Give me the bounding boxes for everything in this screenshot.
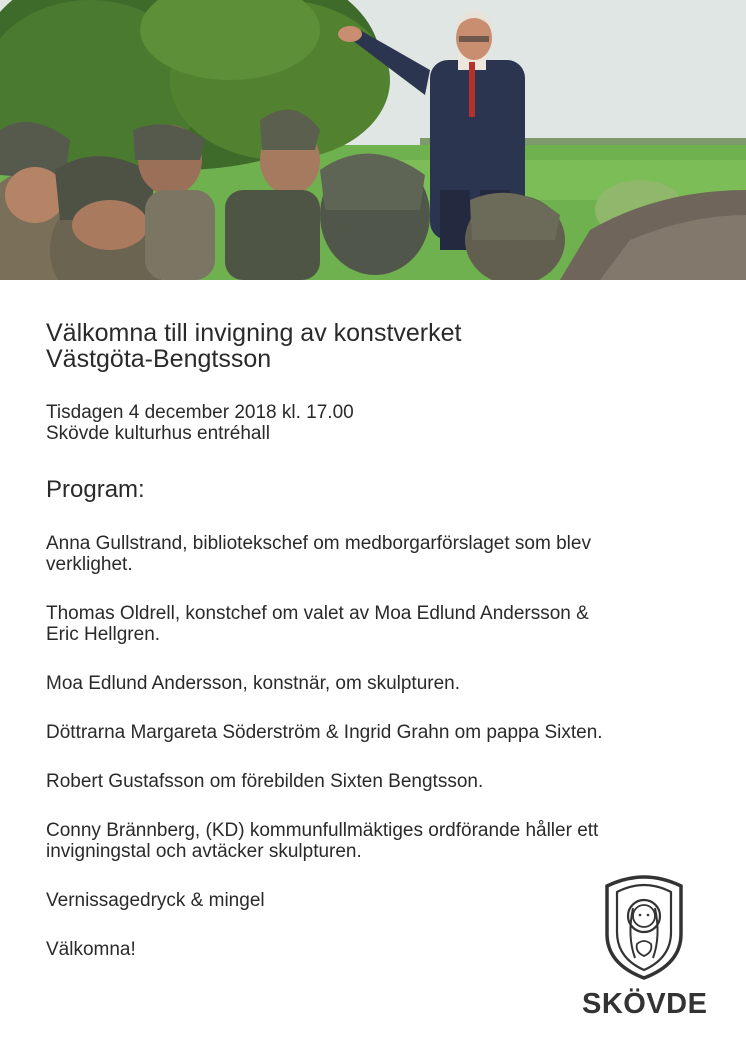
program-item-line: Döttrarna Margareta Söderström & Ingrid Grahn om pappa Sixten. [46,722,603,743]
program-item-line: Anna Gullstrand, bibliotekschef om medborgarförslaget som blev [46,533,591,554]
program-item-line: Robert Gustafsson om förebilden Sixten Bengtsson. [46,771,484,792]
program-item-line: Välkomna! [46,939,136,960]
hero-photo [0,0,746,280]
event-venue: Skövde kulturhus entréhall [46,423,270,444]
title-line-1: Välkomna till invigning av konstverket [46,319,462,347]
program-heading: Program: [46,476,145,503]
program-item-line: Moa Edlund Andersson, konstnär, om skulpturen. [46,673,461,694]
program-item [46,603,716,645]
title-line-2: Västgöta-Bengtsson [46,345,272,373]
program-item [46,820,716,862]
program-item-line: Vernissagedryck & mingel [46,890,265,911]
program-item-line: Thomas Oldrell, konstchef om valet av Moa Edlund Andersson & [46,603,589,624]
program-item [46,533,716,575]
logo-text: SKÖVDE [582,988,708,1020]
program-item [46,673,716,694]
skovde-logo [582,872,708,1020]
program-item-line: invigningstal och avtäcker skulpturen. [46,841,362,862]
hero-photo-illustration [0,0,746,280]
event-date: Tisdagen 4 december 2018 kl. 17.00 [46,402,354,423]
event-details [46,402,716,444]
program-item-line: Eric Hellgren. [46,624,161,645]
madonna-shield-icon [599,872,689,982]
program-item-line: Conny Brännberg, (KD) kommunfullmäktiges ordförande håller ett [46,820,599,841]
program-item [46,771,716,792]
program-item-line: verklighet. [46,554,133,575]
program-item [46,722,716,743]
invitation-title [46,320,716,372]
